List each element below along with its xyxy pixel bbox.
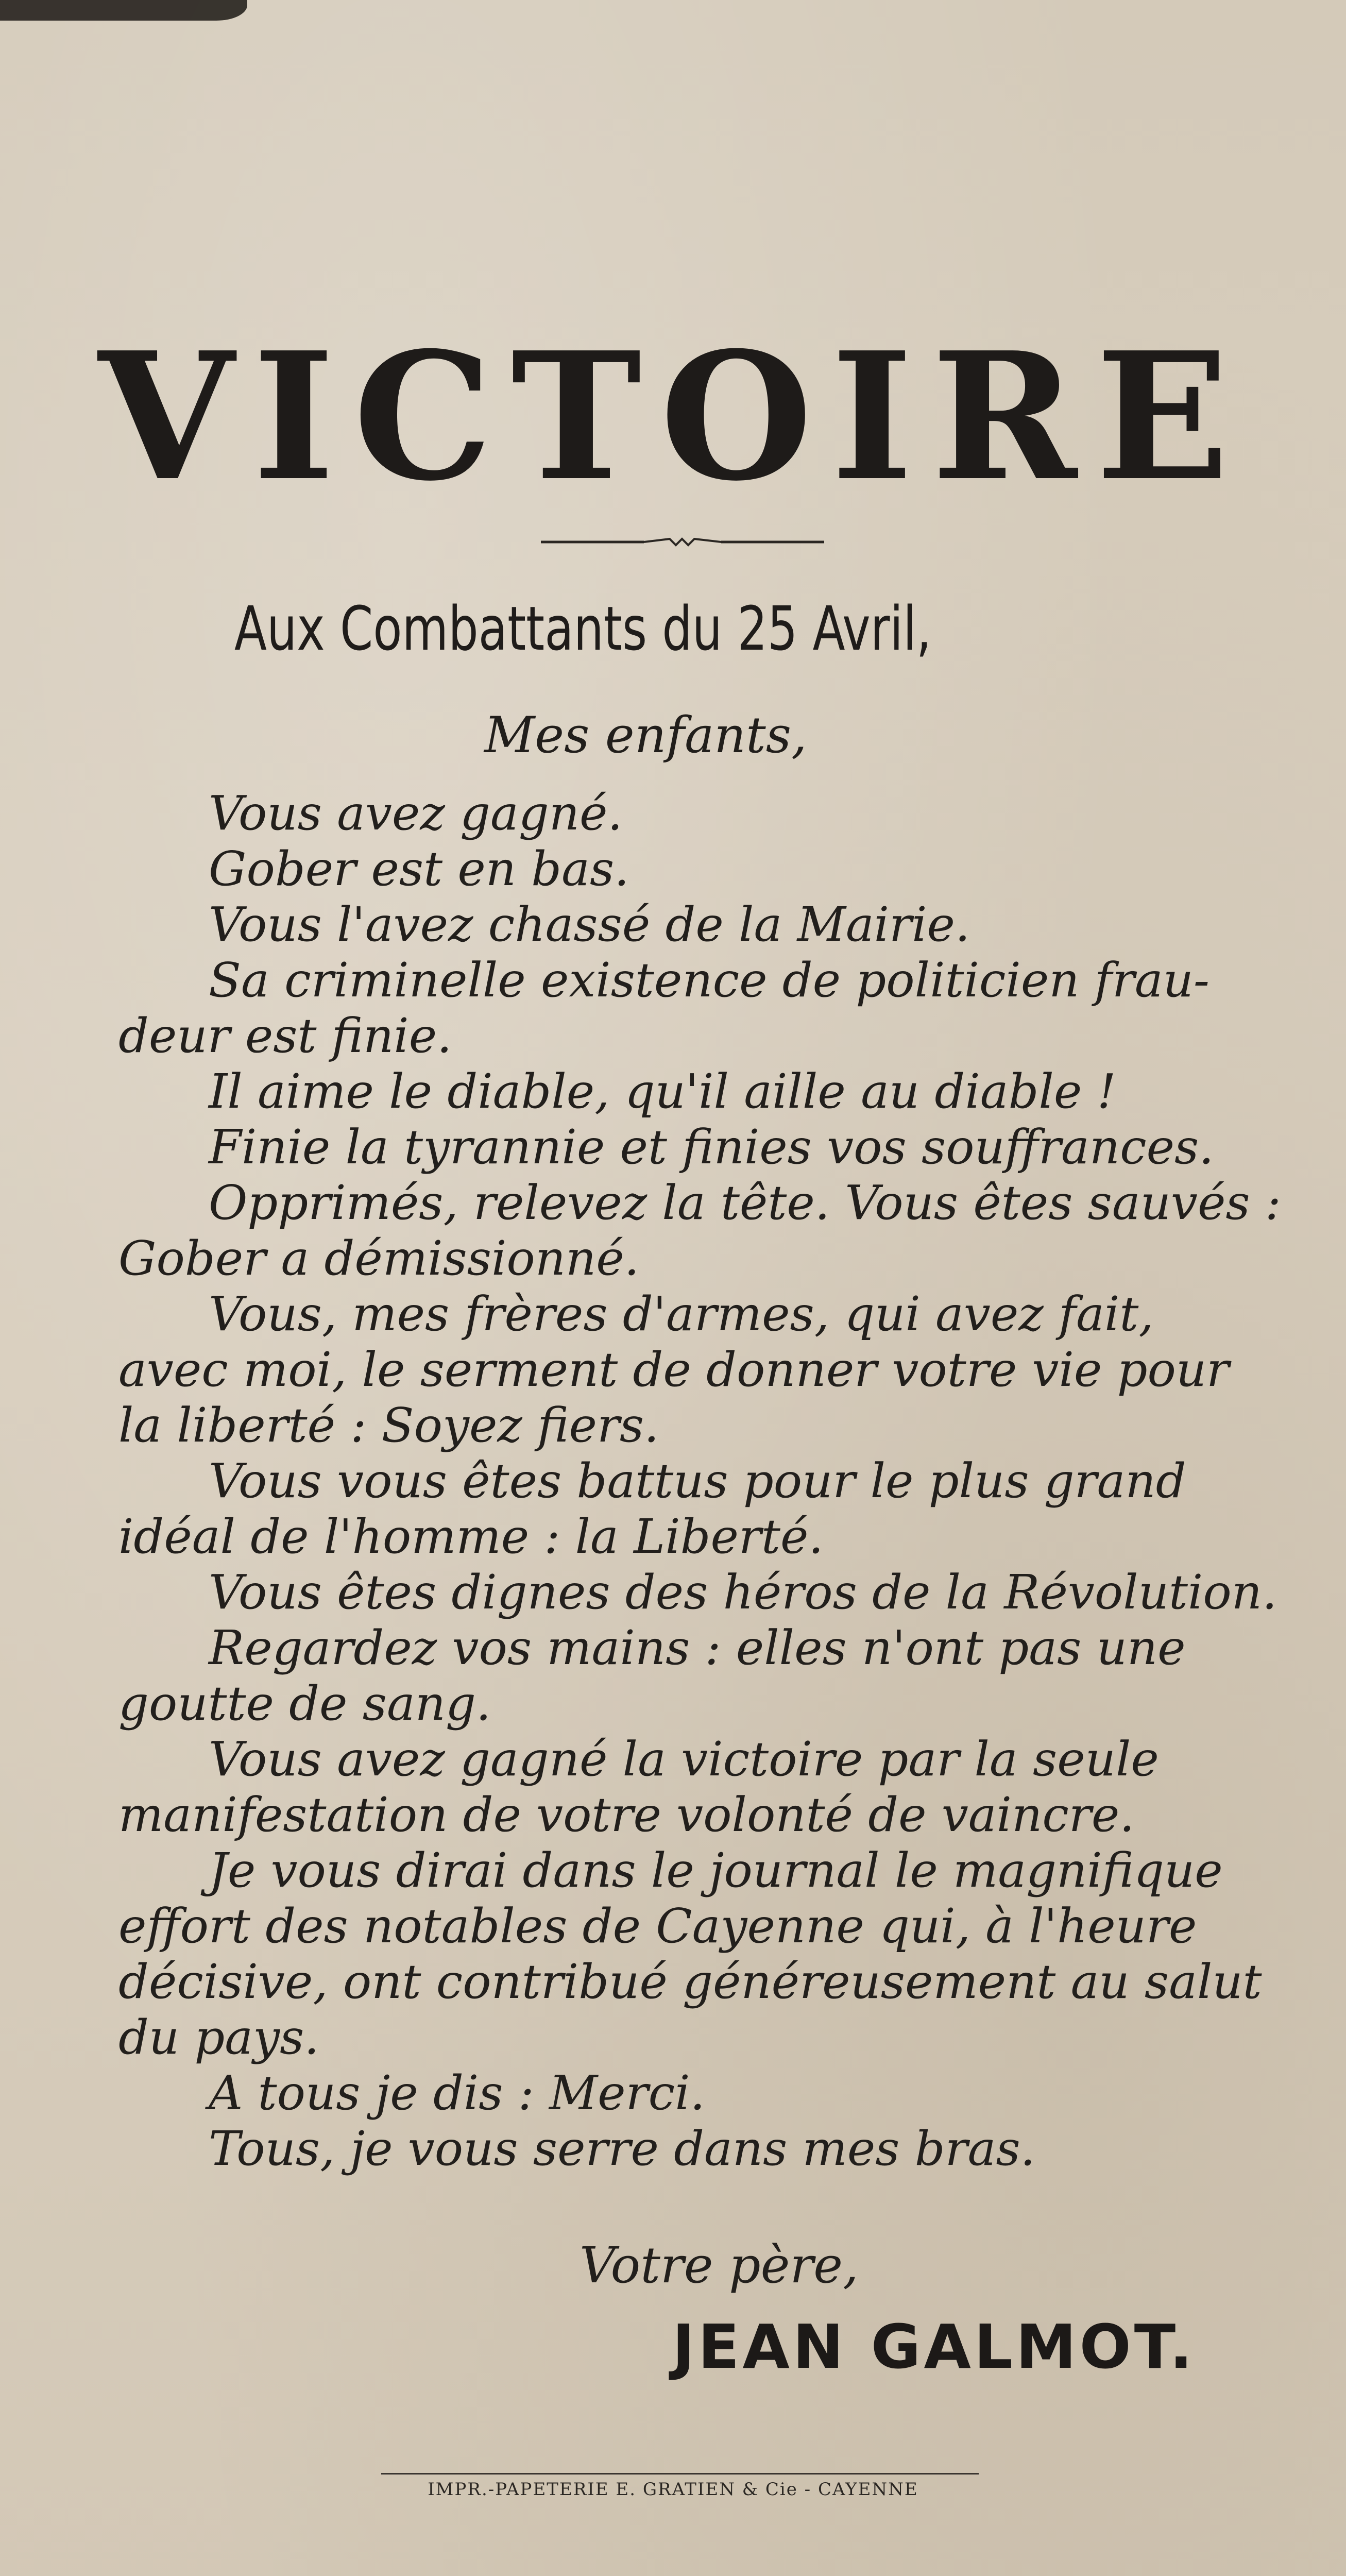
- paragraph: [118, 1286, 1252, 1453]
- paragraph: [118, 1565, 1277, 1620]
- paragraph: [118, 953, 1252, 1064]
- paragraph-line: A tous je dis : Merci.: [209, 2065, 705, 2121]
- paragraph: [118, 897, 1252, 953]
- paragraph-line: Sa criminelle existence de politicien frau-: [209, 953, 1210, 1008]
- paragraph-line: effort des notables de Cayenne qui, à l'heure: [118, 1899, 1197, 1954]
- paragraph-line: Vous, mes frères d'armes, qui avez fait,: [209, 1286, 1154, 1342]
- paragraph: [118, 2065, 1252, 2121]
- closing: Votre père,: [580, 2236, 859, 2294]
- paragraph: [118, 786, 1252, 841]
- paragraph-line: Opprimés, relevez la tête. Vous êtes sauvés :: [209, 1175, 1281, 1230]
- paragraph: [118, 1175, 1281, 1286]
- paragraph-line: deur est finie.: [118, 1008, 452, 1063]
- paragraph-line: Vous êtes dignes des héros de la Révolution.: [209, 1565, 1277, 1620]
- printer-imprint: IMPR.-PAPETERIE E. GRATIEN & Cie - CAYENNE: [428, 2479, 918, 2500]
- ornament-divider: [541, 531, 824, 551]
- paragraph: [118, 1620, 1252, 1732]
- paragraph-line: Vous avez gagné la victoire par la seule: [209, 1732, 1159, 1787]
- ink-stain: [0, 0, 247, 21]
- salutation: Mes enfants,: [484, 706, 807, 764]
- paragraph: [118, 1120, 1252, 1175]
- paragraph-line: la liberté : Soyez fiers.: [118, 1398, 659, 1453]
- paragraph: [118, 1064, 1252, 1120]
- paragraph-line: Tous, je vous serre dans mes bras.: [209, 2121, 1035, 2176]
- proclamation-body: [118, 786, 1281, 2177]
- signature: JEAN GALMOT.: [672, 2311, 1196, 2382]
- paragraph: [118, 1843, 1262, 2065]
- paragraph-line: Finie la tyrannie et finies vos souffrances.: [209, 1120, 1214, 1175]
- paragraph: [118, 1453, 1252, 1565]
- paragraph-line: goutte de sang.: [118, 1676, 491, 1731]
- paragraph-line: Vous l'avez chassé de la Mairie.: [209, 897, 970, 952]
- paragraph: [118, 841, 1252, 897]
- footer-rule: [381, 2473, 979, 2475]
- paragraph-line: manifestation de votre volonté de vaincre.: [118, 1787, 1135, 1842]
- paragraph-line: du pays.: [118, 2010, 319, 2065]
- paragraph-line: Gober a démissionné.: [118, 1231, 639, 1286]
- paragraph-line: Je vous dirai dans le journal le magnifique: [209, 1843, 1223, 1898]
- paragraph-line: idéal de l'homme : la Liberté.: [118, 1509, 824, 1564]
- poster-subtitle: Aux Combattants du 25 Avril,: [234, 593, 931, 664]
- poster-title: VICTOIRE: [98, 314, 1248, 520]
- paragraph-line: Il aime le diable, qu'il aille au diable !: [209, 1064, 1116, 1119]
- paragraph-line: Regardez vos mains : elles n'ont pas une: [209, 1620, 1186, 1675]
- paragraph-line: Gober est en bas.: [209, 841, 629, 896]
- paragraph: [118, 2121, 1252, 2177]
- paragraph: [118, 1732, 1252, 1843]
- paragraph-line: avec moi, le serment de donner votre vie pour: [118, 1342, 1230, 1397]
- paragraph-line: décisive, ont contribué généreusement au salut: [118, 1954, 1262, 2009]
- paragraph-line: Vous avez gagné.: [209, 786, 623, 841]
- paragraph-line: Vous vous êtes battus pour le plus grand: [209, 1453, 1186, 1509]
